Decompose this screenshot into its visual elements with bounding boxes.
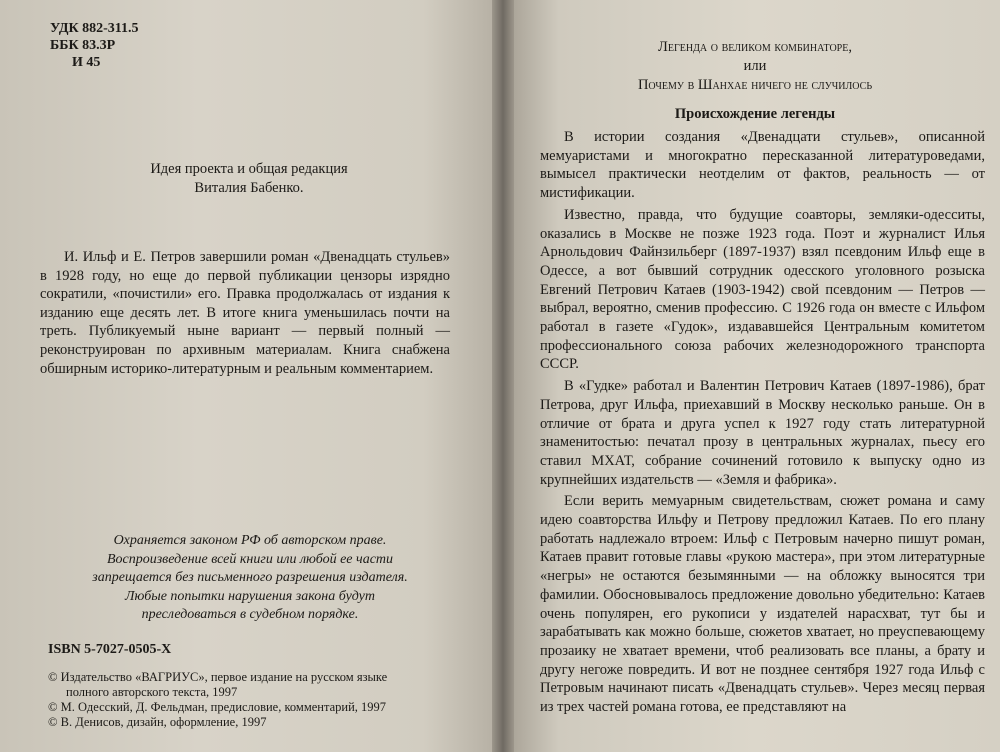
idea-line: Идея проекта и общая редакция [150,161,348,177]
heading-line-2: Почему в Шанхае ничего не случилось [637,77,873,93]
body-text [540,128,985,717]
section-title: Происхождение легенды [674,106,836,122]
credit-line: © В. Денисов, дизайн, оформление, 1997 [48,715,267,729]
copyright-notice [70,532,430,625]
chapter-heading [510,38,1000,95]
bbk-code: ББК 83.3Р [50,38,116,53]
law-line: Воспроизведение всей книги или любой ее части [106,551,394,567]
paragraph: Известно, правда, что будущие соавторы, земляки-одесситы, оказались в Москве не позже 1923 года. Поэт и журналист Илья Арнольдович Файнзильберг (1897-1937) взял псевдоним Ильф еще в Одессе, а вот бывший сотрудник одесского уголовного розыска Евгений Петрович Катаев (1903-1942) свой псевдоним — Петров — выбрал, вероятно, сменив профессию. С 1926 года он вместе с Ильфом работал в газете «Гудок», издававшейся Центральным комитетом профессионального союза рабочих железнодорожного транспорта СССР. [540,206,985,373]
credit-line: полного авторского текста, 1997 [66,685,238,699]
project-idea [0,160,498,198]
paragraph: В «Гудке» работал и Валентин Петрович Катаев (1897-1986), брат Петрова, друг Ильфа, приехавший в Москву несколько раньше. Он в отличие от брата и друга успел к 1927 году стать литературной знаменитостью: печатал прозу в центральных журналах, пьесу его ставил МХАТ, собрание сочинений готовило к выпуску одно из крупнейших издательств — «Земля и фабрика». [540,378,985,488]
classification-codes [50,20,139,71]
heading-or: или [743,58,767,74]
credit-line: © Издательство «ВАГРИУС», первое издание на русском языке [48,670,388,684]
idea-editor: Виталия Бабенко. [194,180,304,196]
law-line: Охраняется законом РФ об авторском праве. [113,533,387,548]
paragraph: В истории создания «Двенадцати стульев», описанной мемуаристами и многократно пересказанной литературоведами, вымысел практически неотделим от фактов, реальность — от мистификации. [540,129,985,202]
law-line: преследоваться в судебном порядке. [141,607,359,622]
law-line: Любые попытки нарушения закона будут [125,588,375,604]
credit-line: © М. Одесский, Д. Фельдман, предисловие, комментарий, 1997 [48,700,387,714]
book-annotation [40,248,450,378]
isbn: ISBN 5-7027-0505-X [48,642,172,657]
credits [48,670,448,730]
law-line: запрещается без письменного разрешения издателя. [92,570,408,585]
heading-line-1: Легенда о великом комбинаторе, [658,39,852,55]
annotation-text: И. Ильф и Е. Петров завершили роман «Двенадцать стульев» в 1928 году, но еще до первой публикации цензоры изрядно сократили, «почистили» его. Правка продолжалась от издания к изданию еще десять лет. В итоге книга уменьшилась почти на треть. Публикуемый ныне вариант — первый полный — реконструирован по архивным материалам. Книга снабжена обширным историко-литературным и реальным комментарием. [40,249,450,377]
paragraph: Если верить мемуарным свидетельствам, сюжет романа и саму идею соавторства Ильфу и Петрову предложил Катаев. По его плану работать надлежало втроем: Ильф с Петровым начерно пишут роман, Катаев правит готовые главы «рукою мастера», при этом литературные «негры» не остаются безымянными — на обложку выносятся три фамилии. Обосновывалось предложение довольно убедительно: Катаев очень популярен, его рукописи у издателей нарасхват, тут бы и зарабатывать как можно больше, сюжетов хватает, но преуспевающему прозаику не хватает времени, чтоб реализовать все планы, а брату и другу негоже повредить. И вот не позднее сентября 1927 года Ильф с Петровым начинают писать «Двенадцать стульев». Через месяц первая из трех частей романа готова, ее представляют на [540,493,985,716]
udk-code: УДК 882-311.5 [50,21,139,36]
author-mark: И 45 [72,55,101,70]
